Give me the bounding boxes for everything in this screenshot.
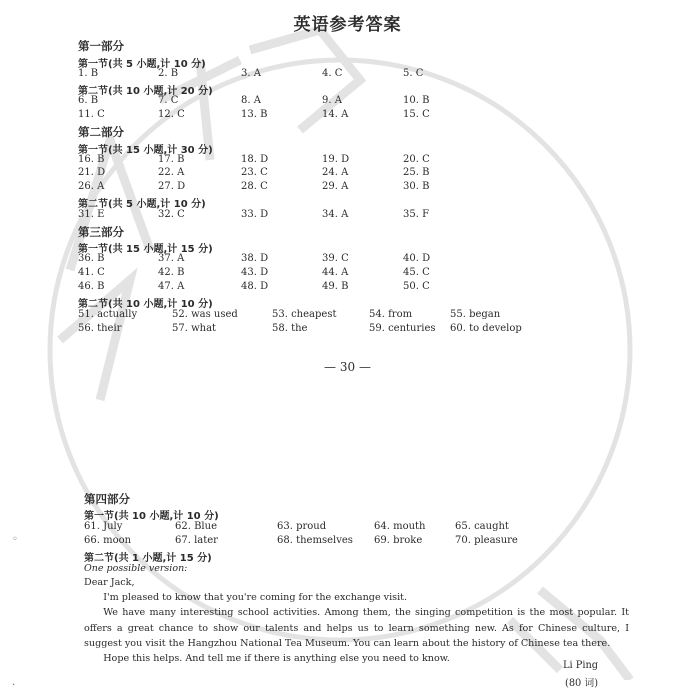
part3-heading: 第三部分 bbox=[78, 225, 124, 239]
answer: 20. C bbox=[403, 154, 430, 165]
answer: 56. their bbox=[78, 323, 122, 334]
answer: 19. D bbox=[322, 154, 350, 165]
part4-sec1-heading: 第一节(共 10 小题,计 10 分) bbox=[84, 511, 219, 522]
answer: 44. A bbox=[322, 267, 349, 278]
answer: 62. Blue bbox=[175, 521, 217, 532]
page-number: — 30 — bbox=[324, 360, 371, 374]
answer: 70. pleasure bbox=[455, 535, 518, 546]
answer: 58. the bbox=[272, 323, 308, 334]
part2-sec2-heading: 第二节(共 5 小题,计 10 分) bbox=[78, 199, 206, 210]
answer: 45. C bbox=[403, 267, 430, 278]
part4-sec2-heading: 第二节(共 1 小题,计 15 分) bbox=[84, 553, 212, 564]
answer: 30. B bbox=[403, 181, 430, 192]
letter-salutation: Dear Jack, bbox=[84, 577, 135, 588]
answer: 69. broke bbox=[374, 535, 423, 546]
page-title: 英语参考答案 bbox=[293, 15, 402, 35]
answer: 14. A bbox=[322, 109, 349, 120]
part2-heading: 第二部分 bbox=[78, 125, 124, 139]
answer: 47. A bbox=[158, 281, 185, 292]
essay-label: One possible version: bbox=[84, 563, 188, 574]
answer: 15. C bbox=[403, 109, 430, 120]
answer: 24. A bbox=[322, 167, 349, 178]
answer: 8. A bbox=[241, 95, 261, 106]
essay-letter bbox=[84, 575, 629, 666]
answer: 59. centuries bbox=[369, 323, 436, 334]
answer: 51. actually bbox=[78, 309, 138, 320]
letter-paragraph: Hope this helps. And tell me if there is anything else you need to know. bbox=[103, 653, 450, 665]
answer: 9. A bbox=[322, 95, 342, 106]
answer: 36. B bbox=[78, 253, 105, 264]
answer: 60. to develop bbox=[450, 323, 522, 334]
answer: 38. D bbox=[241, 253, 269, 264]
answer: 27. D bbox=[158, 181, 186, 192]
answer: 33. D bbox=[241, 209, 269, 220]
answer: 6. B bbox=[78, 95, 99, 106]
part3-sec1-heading: 第一节(共 15 小题,计 15 分) bbox=[78, 244, 213, 255]
answer: 2. B bbox=[158, 68, 179, 79]
answer: 25. B bbox=[403, 167, 430, 178]
answer: 37. A bbox=[158, 253, 185, 264]
answer: 52. was used bbox=[172, 309, 238, 320]
answer: 12. C bbox=[158, 109, 185, 120]
answer: 28. C bbox=[241, 181, 268, 192]
answer: 55. began bbox=[450, 309, 501, 320]
answer: 48. D bbox=[241, 281, 269, 292]
answer: 23. C bbox=[241, 167, 268, 178]
answer: 18. D bbox=[241, 154, 269, 165]
answer: 35. F bbox=[403, 209, 430, 220]
answer: 5. C bbox=[403, 68, 424, 79]
answer: 61. July bbox=[84, 521, 123, 532]
letter-signature: Li Ping bbox=[563, 660, 599, 671]
part3-sec2-heading: 第二节(共 10 小题,计 10 分) bbox=[78, 299, 213, 310]
scan-mark: ◦ bbox=[12, 534, 18, 545]
answer: 40. D bbox=[403, 253, 431, 264]
answer: 63. proud bbox=[277, 521, 327, 532]
answer: 1. B bbox=[78, 68, 99, 79]
answer: 50. C bbox=[403, 281, 430, 292]
answer: 21. D bbox=[78, 167, 106, 178]
scan-mark: · bbox=[12, 680, 16, 691]
answer: 41. C bbox=[78, 267, 105, 278]
letter-paragraph: I'm pleased to know that you're coming for the exchange visit. bbox=[103, 592, 408, 604]
answer: 13. B bbox=[241, 109, 268, 120]
answer: 53. cheapest bbox=[272, 309, 337, 320]
answer: 10. B bbox=[403, 95, 430, 106]
answer: 39. C bbox=[322, 253, 349, 264]
answer: 3. A bbox=[241, 68, 261, 79]
answer: 17. B bbox=[158, 154, 185, 165]
answer: 4. C bbox=[322, 68, 343, 79]
answer: 43. D bbox=[241, 267, 269, 278]
answer: 22. A bbox=[158, 167, 185, 178]
answer: 49. B bbox=[322, 281, 349, 292]
part4-heading: 第四部分 bbox=[84, 492, 130, 506]
part2-sec1-heading: 第一节(共 15 小题,计 30 分) bbox=[78, 145, 213, 156]
answer: 66. moon bbox=[84, 535, 132, 546]
answer: 67. later bbox=[175, 535, 218, 546]
answer: 16. B bbox=[78, 154, 105, 165]
answer: 11. C bbox=[78, 109, 105, 120]
answer: 64. mouth bbox=[374, 521, 426, 532]
part1-heading: 第一部分 bbox=[78, 39, 124, 53]
answer: 32. C bbox=[158, 209, 185, 220]
answer: 57. what bbox=[172, 323, 217, 334]
letter-paragraph: We have many interesting school activities. Among them, the singing competition is the most popular. It offers a great chance to show our talents and helps us to learn something new. As for Chinese culture, I suggest you visit the Hangzhou National Tea Museum. You can learn about the history of Chinese tea there. bbox=[84, 607, 629, 649]
part1-sec2-heading: 第二节(共 10 小题,计 20 分) bbox=[78, 86, 213, 97]
answer: 31. E bbox=[78, 209, 105, 220]
word-count: (80 词) bbox=[565, 678, 599, 689]
answer: 7. C bbox=[158, 95, 179, 106]
answer: 68. themselves bbox=[277, 535, 353, 546]
answer: 54. from bbox=[369, 309, 413, 320]
answer: 42. B bbox=[158, 267, 185, 278]
answer: 65. caught bbox=[455, 521, 509, 532]
answer: 26. A bbox=[78, 181, 105, 192]
answer: 46. B bbox=[78, 281, 105, 292]
part1-sec1-heading: 第一节(共 5 小题,计 10 分) bbox=[78, 59, 206, 70]
answer: 29. A bbox=[322, 181, 349, 192]
answer: 34. A bbox=[322, 209, 349, 220]
